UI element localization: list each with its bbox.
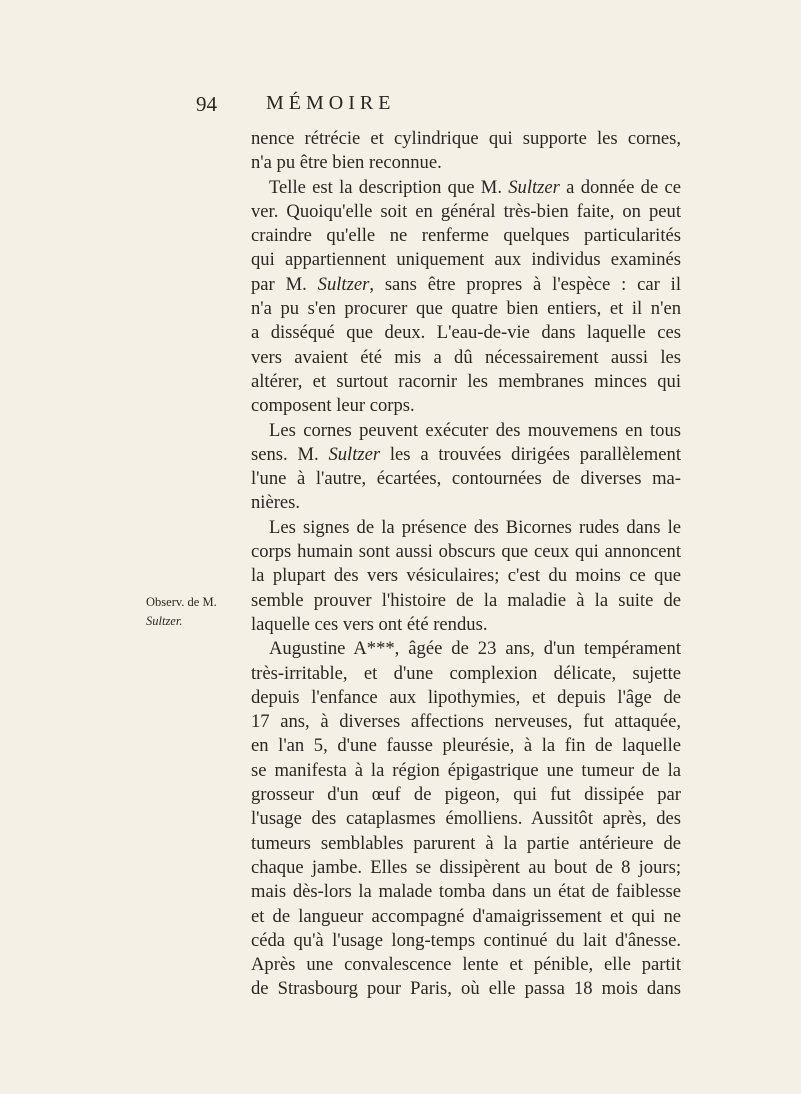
text-segment: corps humain sont aussi obscurs que ceux qui annoncent [251,541,681,563]
text-line [251,224,681,248]
text-line [251,856,681,880]
text-segment: a donnée de ce [559,176,681,198]
text-line [251,419,681,443]
text-segment: sens. M. [251,443,329,465]
text-line [251,734,681,758]
text-segment: Telle est la description que M. [269,176,509,198]
text-line [251,370,681,394]
text-segment: qui appartiennent uniquement aux individus examinés [251,249,681,271]
text-line [251,832,681,856]
margin-note-line: Sultzer. [146,614,183,628]
text-segment: très-irritable, et d'une complexion délicate, sujette [251,662,681,684]
text-line [251,710,681,734]
text-segment: 17 ans, à diverses affections nerveuses, fut attaquée, [251,711,681,733]
text-line [251,662,681,686]
text-segment: a disséqué que deux. L'eau-de-vie dans laquelle ces [251,322,681,344]
text-segment: Augustine A***, âgée de 23 ans, d'un tempérament [269,638,681,660]
running-title: MÉMOIRE [266,92,396,114]
text-line [251,905,681,929]
text-segment: vers avaient été mis a dû nécessairement aussi les [251,346,681,368]
text-segment: nence rétrécie et cylindrique qui supporte les cornes, [251,128,681,149]
text-segment: tumeurs semblables parurent à la partie antérieure de [251,832,681,854]
text-segment: céda qu'à l'usage long-temps continué du lait d'ânesse. [251,929,681,951]
text-segment: se manifesta à la région épigastrique une tumeur de la [251,759,681,781]
text-line [251,589,681,613]
text-line [251,783,681,807]
text-line [251,394,681,418]
text-line [251,929,681,953]
text-segment: nières. [251,492,301,514]
text-segment: la plupart des vers vésiculaires; c'est du moins ce que [251,565,681,587]
text-segment: par M. [251,273,318,295]
text-line [251,953,681,977]
text-segment: n'a pu être bien reconnue. [251,152,442,174]
text-segment: composent leur corps. [251,395,415,417]
text-segment: Après une convalescence lente et pénible, elle partit [251,954,681,976]
text-line [251,248,681,272]
text-segment: Les signes de la présence des Bicornes rudes dans le [269,516,681,538]
text-segment: en l'an 5, d'une fausse pleurésie, à la fin de laquelle [251,735,681,757]
text-segment: ver. Quoiqu'elle soit en général très-bien faite, on peut [251,200,681,222]
margin-note [146,593,246,631]
text-line [251,491,681,515]
text-segment: n'a pu s'en procurer que quatre bien entiers, et il n'en [251,298,681,320]
text-segment: , sans être propres à l'espèce : car il [369,273,681,295]
text-segment: l'usage des cataplasmes émolliens. Aussitôt après, des [251,808,681,830]
text-segment: craindre qu'elle ne renferme quelques particularités [251,225,681,247]
text-segment: chaque jambe. Elles se dissipèrent au bout de 8 jours; [251,856,681,878]
page-number: 94 [196,92,217,116]
text-segment: grosseur d'un œuf de pigeon, qui fut dissipée par [251,784,681,806]
text-line [251,200,681,224]
text-segment: de Strasbourg pour Paris, où elle passa 18 mois dans [251,978,681,1000]
italic-name: Sultzer [328,443,381,465]
text-line [251,176,681,200]
text-line [251,127,681,151]
text-segment: laquelle ces vers ont été rendus. [251,613,488,635]
text-line [251,807,681,831]
text-line [251,346,681,370]
text-line [251,564,681,588]
body-text [251,127,681,1002]
text-line [251,613,681,637]
text-line [251,540,681,564]
text-segment: et de langueur accompagné d'amaigrissement et qui ne [251,905,681,927]
text-line [251,637,681,661]
italic-name: Sultzer [508,176,560,198]
text-line [251,297,681,321]
text-line [251,151,681,175]
text-line [251,880,681,904]
text-segment: Les cornes peuvent exécuter des mouvemens en tous [269,419,681,441]
italic-name: Sultzer [317,273,370,295]
text-line [251,977,681,1001]
text-line [251,443,681,467]
text-segment: l'une à l'autre, écartées, contournées de diverses ma- [251,468,681,490]
text-line [251,759,681,783]
margin-note-line: Observ. de M. [146,595,217,609]
text-line [251,273,681,297]
text-line [251,467,681,491]
text-segment: altérer, et surtout racornir les membranes minces qui [251,370,681,392]
text-line [251,516,681,540]
text-segment: depuis l'enfance aux lipothymies, et depuis l'âge de [251,686,681,708]
text-line [251,686,681,710]
text-segment: les a trouvées dirigées parallèlement [380,443,681,465]
text-segment: mais dès-lors la malade tomba dans un état de faiblesse [251,881,681,903]
text-segment: semble prouver l'histoire de la maladie à la suite de [251,589,681,611]
text-line [251,321,681,345]
